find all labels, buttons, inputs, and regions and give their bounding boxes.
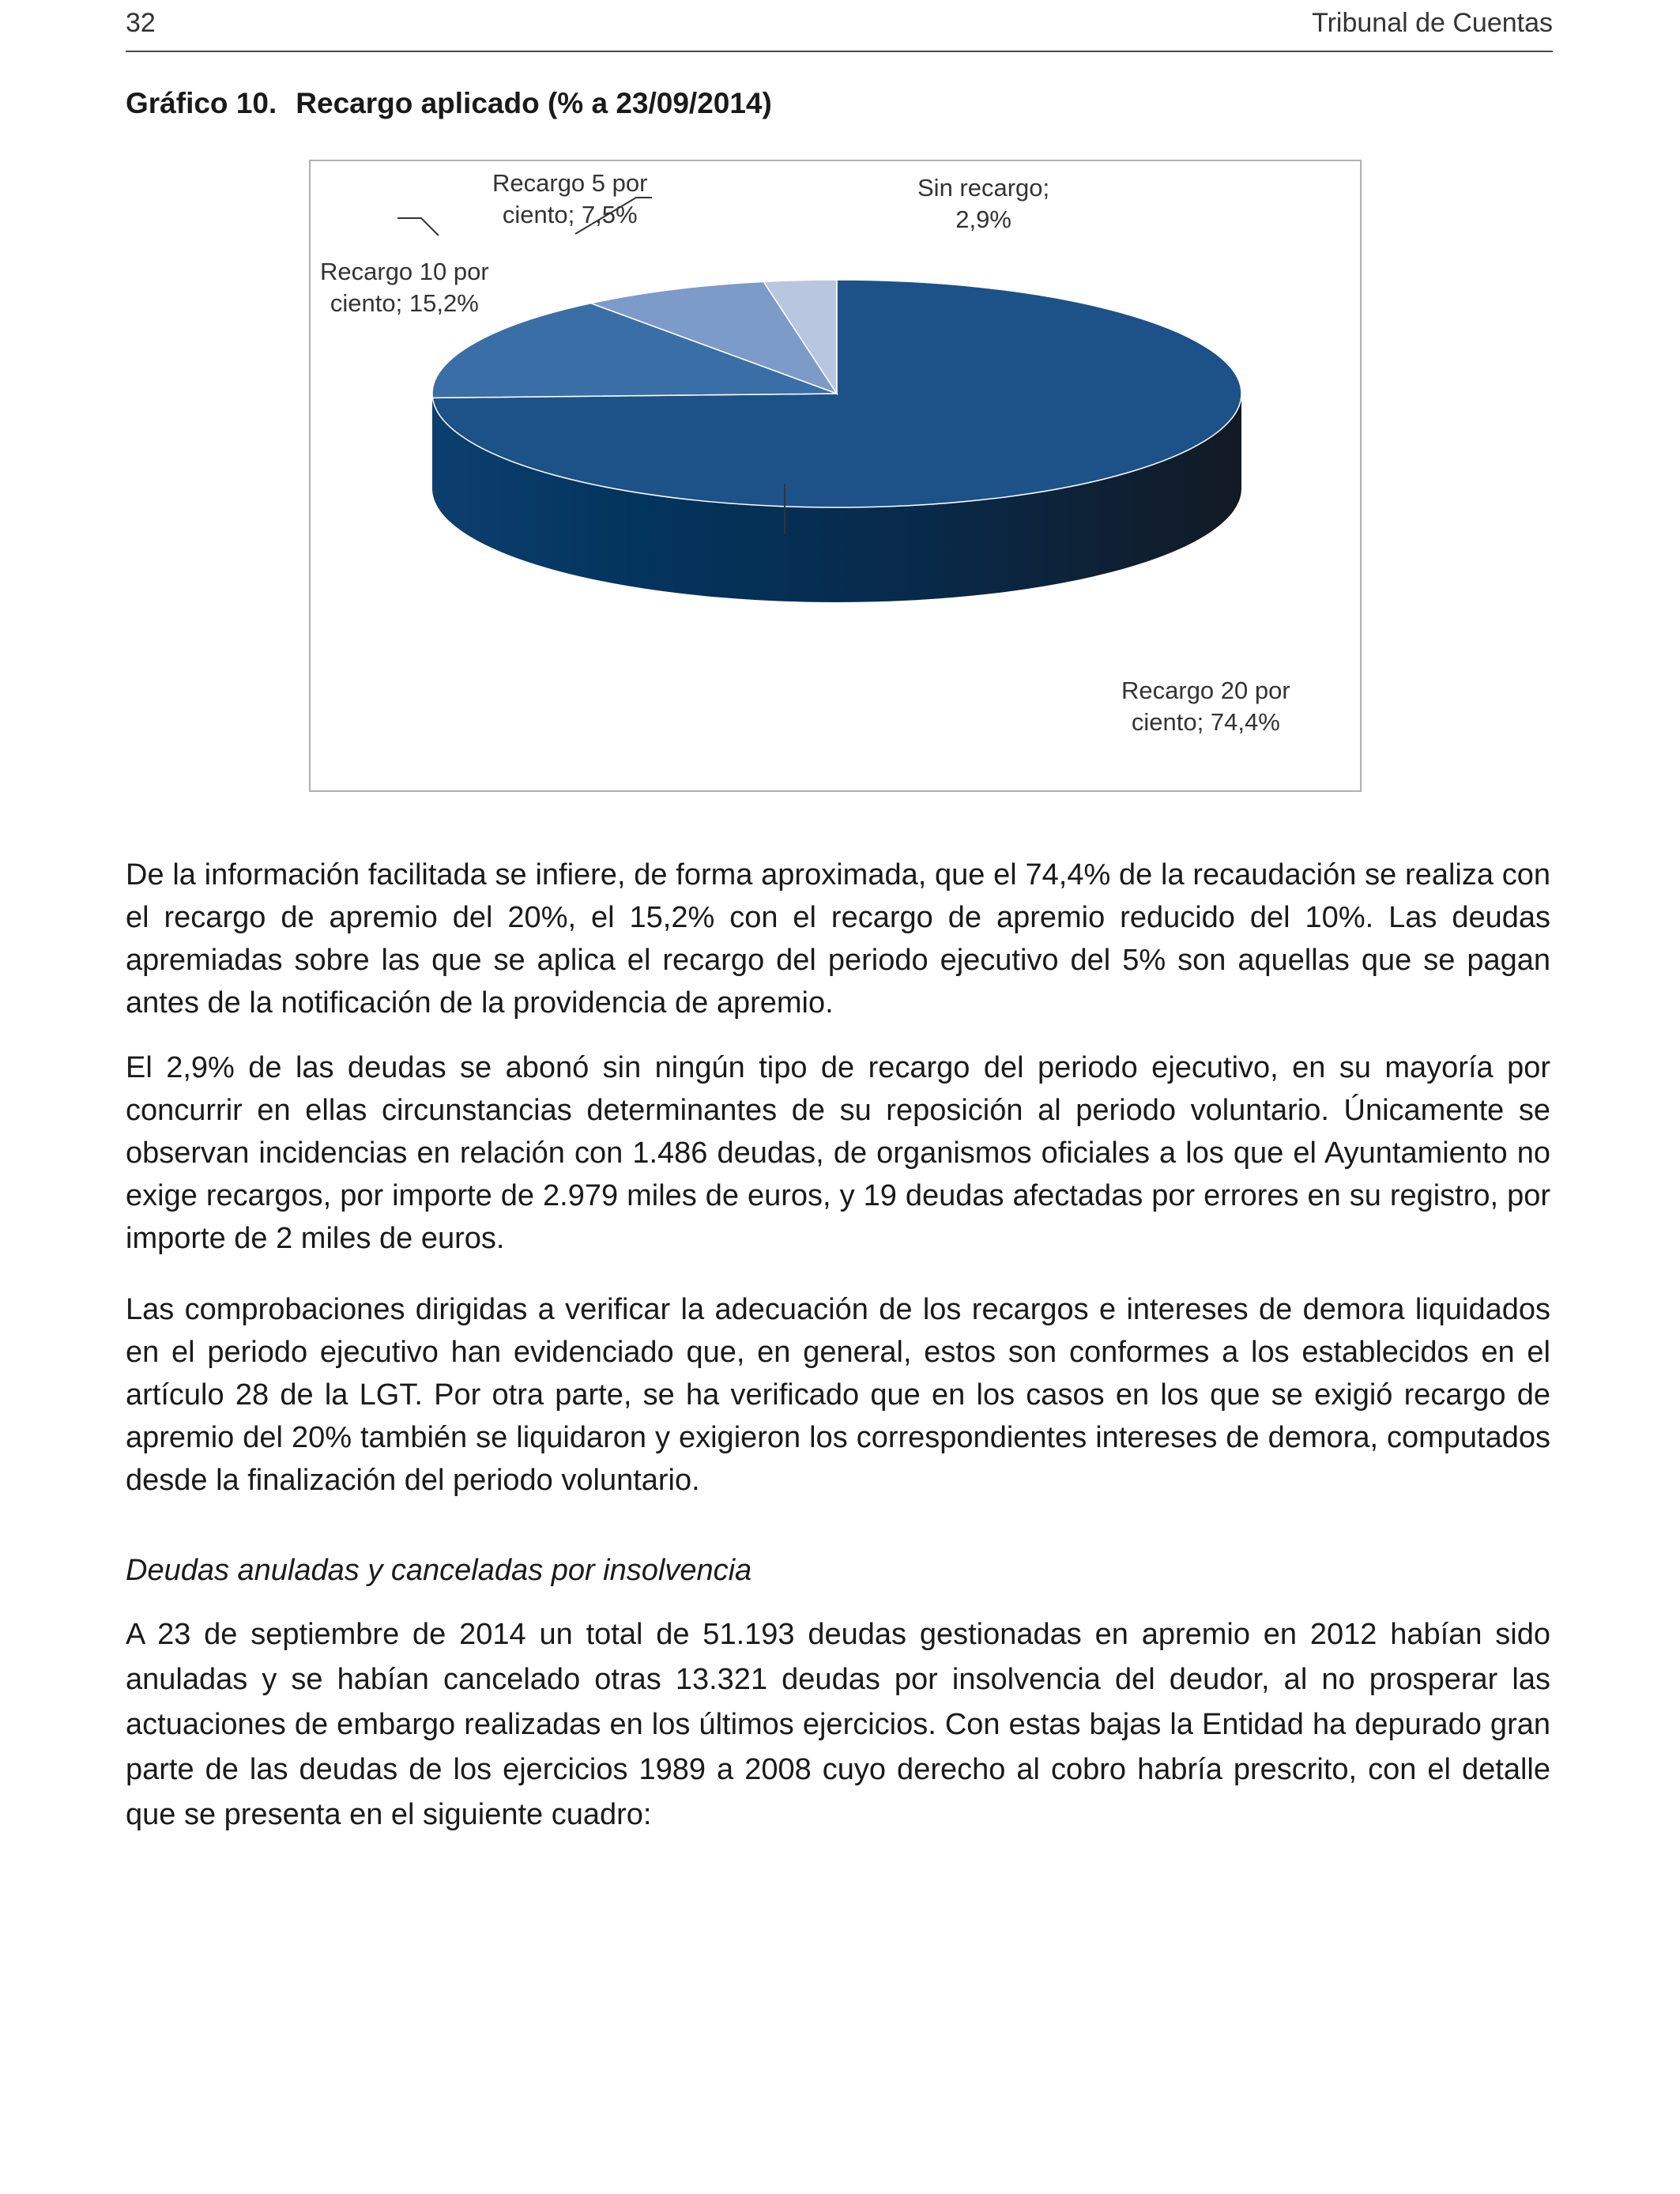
paragraph-3: Las comprobaciones dirigidas a verificar la adecuación de los recargos e intereses de demora liquidados en el periodo ejecutivo han evidenciado que, en general, estos son conformes a los establecidos en el artículo 28 de la LGT. Por otra parte, se ha verificado que en los casos en los que se exigió recargo de apremio del 20% también se liquidaron y exigieron los correspondientes intereses de demora, computados desde la finalización del periodo voluntario. <box>126 1293 1550 1497</box>
leader-line-recargo-5 <box>397 218 439 236</box>
running-title: Tribunal de Cuentas <box>1312 8 1553 38</box>
paragraph-2: El 2,9% de las deudas se abonó sin ningún tipo de recargo del periodo ejecutivo, en su mayoría por concurrir en ellas circunstancias determinantes de su reposición al periodo voluntario. Únicamente se observan incidencias en relación con 1.486 deudas, de organismos oficiales a los que el Ayuntamiento no exige recargos, por importe de 2.979 miles de euros, y 19 deudas afectadas por errores en su registro, por importe de 2 miles de euros. <box>126 1051 1550 1255</box>
page-number: 32 <box>126 8 156 38</box>
slice-label-line: ciento; 15,2% <box>330 289 479 317</box>
slice-label-line: Recargo 5 por <box>492 169 648 197</box>
slice-label-sin-recargo <box>917 172 1049 236</box>
slice-label-recargo-20 <box>1121 675 1290 738</box>
slice-label-line: Sin recargo; <box>917 174 1050 202</box>
paragraph-1: De la información facilitada se infiere, de forma aproximada, que el 74,4% de la recaudación se realiza con el recargo de apremio del 20%, el 15,2% con el recargo de apremio reducido del 10%. Las deudas apremiadas sobre las que se aplica el recargo del periodo ejecutivo del 5% son aquellas que se pagan antes de la notificación de la providencia de apremio. <box>126 858 1550 1020</box>
paragraph-4: A 23 de septiembre de 2014 un total de 51.193 deudas gestionadas en apremio en 2012 habían sido anuladas y se habían cancelado otras 13.321 deudas por insolvencia del deudor, al no prosperar las actuaciones de embargo realizadas en los últimos ejercicios. Con estas bajas la Entidad ha depurado gran parte de las deudas de los ejercicios 1989 a 2008 cuyo derecho al cobro habría prescrito, con el detalle que se presenta en el siguiente cuadro: <box>126 1618 1550 1831</box>
slice-label-line: Recargo 10 por <box>320 258 489 285</box>
slice-label-line: 2,9% <box>955 205 1011 233</box>
figure-number: Gráfico 10. <box>126 87 277 119</box>
slice-label-line: ciento; 74,4% <box>1131 708 1280 736</box>
pie-chart <box>309 160 1362 792</box>
slice-label-line: ciento; 7,5% <box>502 201 638 228</box>
slice-label-line: Recargo 20 por <box>1121 677 1290 704</box>
slice-label-recargo-5 <box>492 168 647 231</box>
slice-label-recargo-10 <box>320 256 489 319</box>
running-header <box>126 5 1553 52</box>
figure-title: Recargo aplicado (% a 23/09/2014) <box>296 87 772 119</box>
figure-caption <box>126 87 772 120</box>
section-subheading: Deudas anuladas y canceladas por insolvencia <box>126 1554 752 1587</box>
